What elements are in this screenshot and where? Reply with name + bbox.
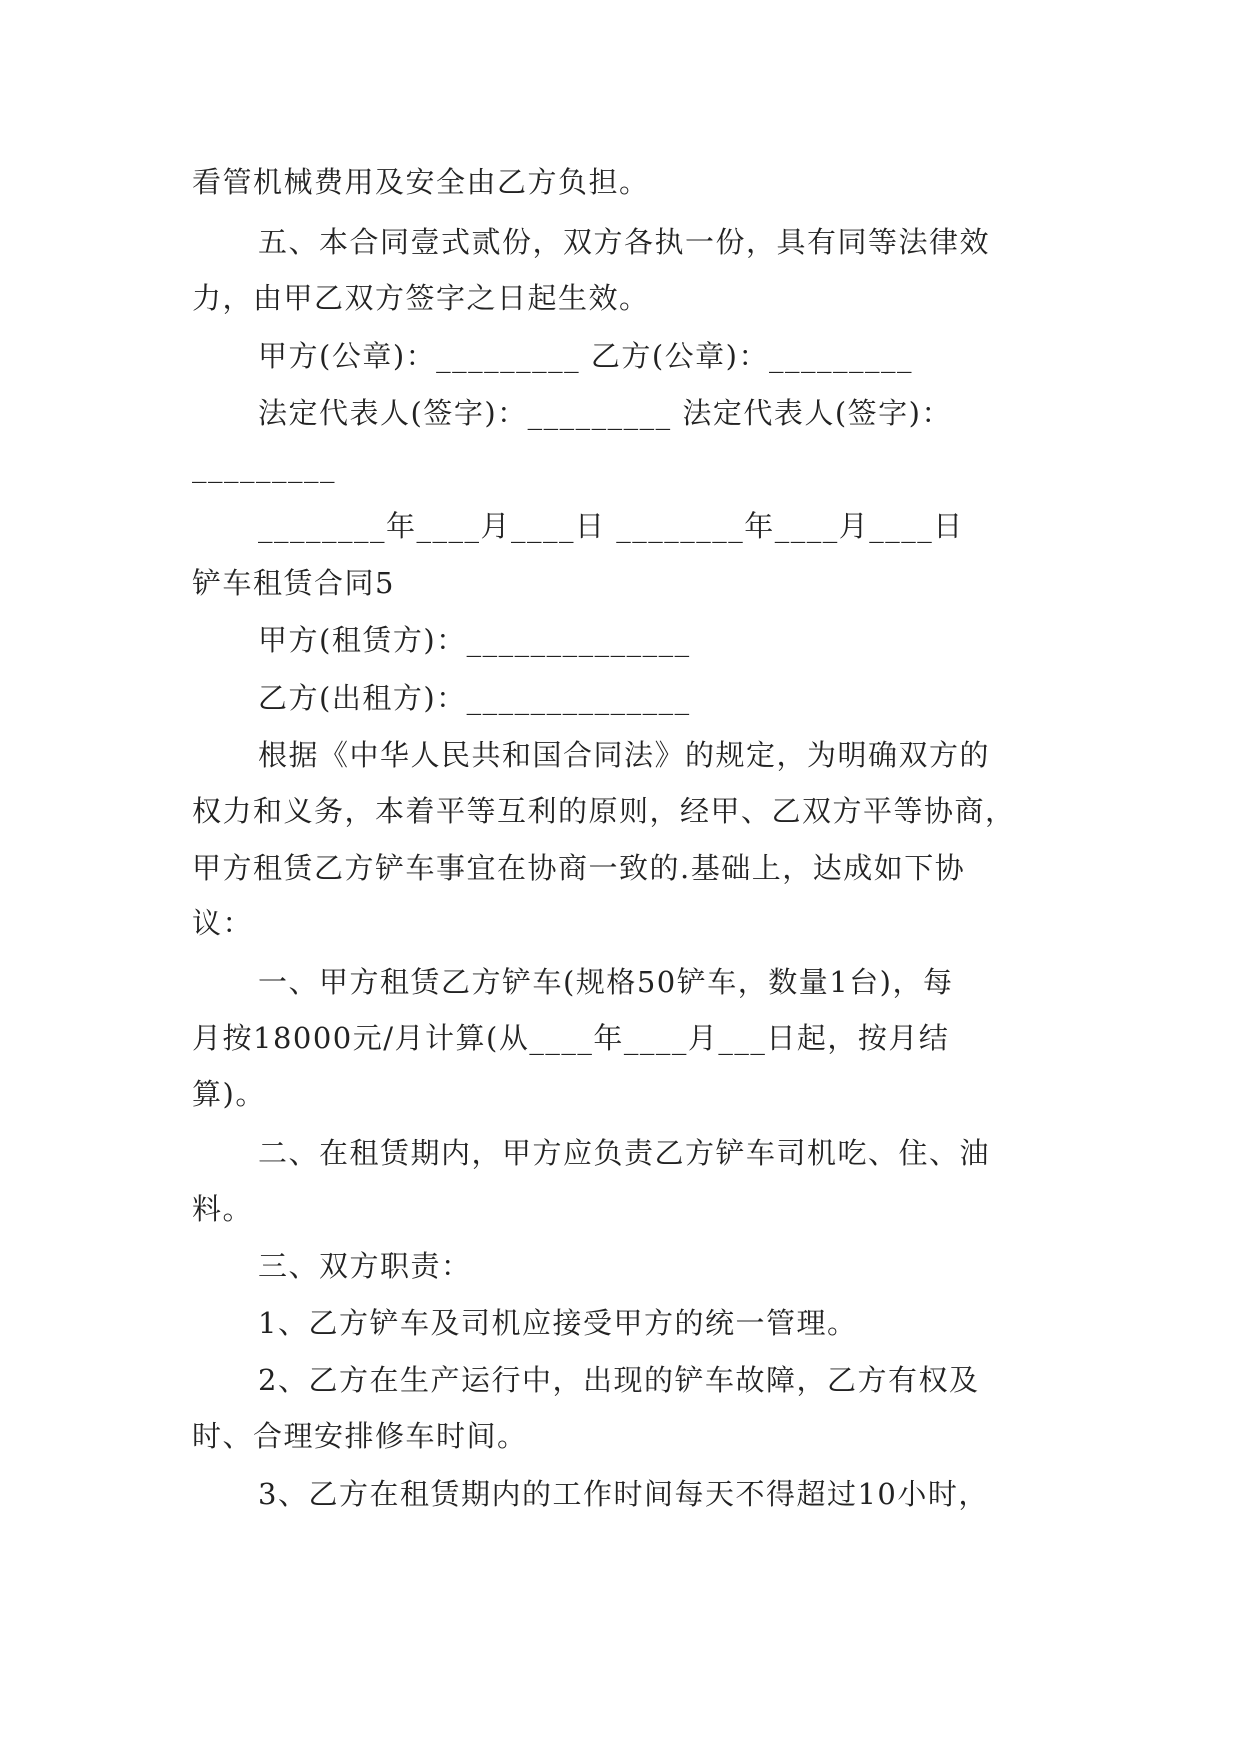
text-line: 甲方租赁乙方铲车事宜在协商一致的.基础上，达成如下协 (192, 851, 966, 885)
party-a-line: 甲方(租赁方)：______________ (258, 623, 691, 657)
text-line: 根据《中华人民共和国合同法》的规定，为明确双方的 (258, 738, 991, 772)
sub-clause-2: 2、乙方在生产运行中，出现的铲车故障，乙方有权及 (258, 1363, 980, 1397)
text-line: 看管机械费用及安全由乙方负担。 (192, 165, 650, 199)
signature-blank: _________ (192, 449, 336, 483)
sub-clause-3: 3、乙方在租赁期内的工作时间每天不得超过10小时， (258, 1477, 989, 1511)
text-line: 五、本合同壹式贰份，双方各执一份，具有同等法律效 (258, 225, 991, 259)
text-line: 时、合理安排修车时间。 (192, 1419, 528, 1453)
text-line: 料。 (192, 1192, 254, 1226)
text-line: 力，由甲乙双方签字之日起生效。 (192, 281, 650, 315)
party-b-line: 乙方(出租方)：______________ (258, 681, 691, 715)
text-line: 议： (192, 906, 254, 940)
date-line: ________年____月____日 ________年____月____日 (258, 509, 964, 543)
signature-line-seal: 甲方(公章)：_________ 乙方(公章)：_________ (258, 339, 913, 373)
clause-3: 三、双方职责： (258, 1249, 472, 1283)
sub-clause-1: 1、乙方铲车及司机应接受甲方的统一管理。 (258, 1306, 858, 1340)
contract-title: 铲车租赁合同5 (192, 566, 395, 600)
text-line: 月按18000元/月计算(从____年____月___日起，按月结 (192, 1021, 950, 1055)
clause-2: 二、在租赁期内，甲方应负责乙方铲车司机吃、住、油 (258, 1136, 991, 1170)
signature-line-representative: 法定代表人(签字)：_________ 法定代表人(签字)： (258, 396, 952, 430)
text-line: 权力和义务，本着平等互利的原则，经甲、乙双方平等协商， (192, 794, 1016, 828)
text-line: 算)。 (192, 1077, 266, 1111)
clause-1: 一、甲方租赁乙方铲车(规格50铲车，数量1台)，每 (258, 965, 954, 999)
